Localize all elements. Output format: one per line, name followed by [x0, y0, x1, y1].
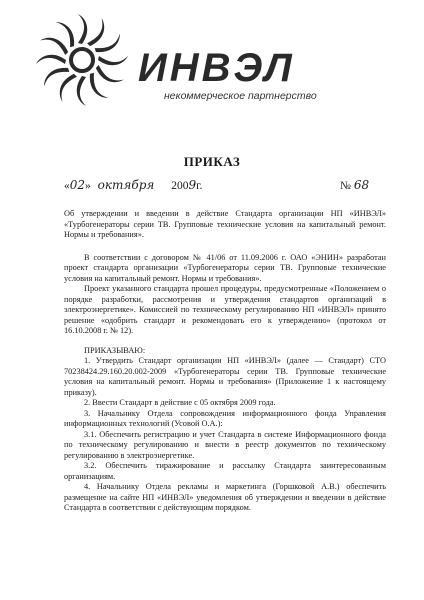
- doc-title: ПРИКАЗ: [183, 154, 241, 169]
- date-year-hand: 9: [188, 178, 197, 192]
- order-item-3: 3. Начальнику Отдела сопровождения информационного фонда Управления информационных технологий (Усовой О.А.):: [64, 408, 386, 428]
- number-value: 68: [353, 178, 370, 192]
- date-day: 02: [69, 178, 86, 192]
- org-name: ИНВЭЛ: [138, 46, 295, 90]
- doc-subject: Об утверждении и введении в действие Стандарта организации НП «ИНВЭЛ» «Турбогенераторы серии ТВ. Групповые технические условия на капитальный ремонт. Нормы и требования».: [64, 209, 386, 239]
- org-logo: [30, 14, 360, 104]
- paragraph-1: В соответствии с договором № 41/06 от 11.09.2006 г. ОАО «ЭНИН» разработан проект стандарта организации «Турбогенераторы серии ТВ. Групповые технические условия на капитальный ремонт. Нормы и требования».: [64, 252, 386, 283]
- number-label: №: [340, 180, 351, 192]
- date-month: октября: [97, 178, 155, 192]
- doc-body: [64, 209, 386, 514]
- sun-swirl-icon: [30, 14, 140, 110]
- doc-date: [64, 178, 202, 192]
- order-item-2: 2. Ввести Стандарт в действие с 05 октября 2009 года.: [84, 398, 276, 407]
- doc-number: [340, 178, 369, 192]
- paragraph-2: Проект указанного стандарта прошел процедуры, предусмотренные «Положением о порядке разработки, рассмотрения и утверждения стандартов организаций в электроэнергетике». Комиссией по техническому регулированию НП «ИНВЭЛ» принято решение «одобрить стандарт и рекомендовать его к утверждению» (протокол от 16.10.2008 г. № 12).: [64, 284, 386, 335]
- org-subtitle: некоммерческое партнерство: [164, 90, 317, 102]
- order-item-3-2: 3.2. Обеспечить тиражирование и рассылку Стандарта заинтересованным организациям.: [64, 461, 386, 481]
- date-suffix: г.: [196, 180, 203, 192]
- order-item-4: 4. Начальнику Отдела рекламы и маркетинга (Горшковой А.В.) обеспечить размещение на сайте НП «ИНВЭЛ» уведомления об утверждении и введении в действие Стандарта в соответствии с действующим порядком.: [64, 482, 386, 512]
- date-year: 200: [171, 180, 189, 192]
- date-close-quote: »: [85, 180, 91, 192]
- order-word: ПРИКАЗЫВАЮ:: [84, 345, 146, 355]
- order-item-1: 1. Утвердить Стандарт организации НП «ИНВЭЛ» (далее — Стандарт) СТО 70238424.29.160.20.002-2009 «Турбогенераторы серии ТВ. Групповые технические условия на капитальный ремонт. Нормы и требования» (Приложение 1 к настоящему приказу).: [64, 356, 386, 397]
- order-item-3-1: 3.1. Обеспечить регистрацию и учет Стандарта в системе Информационного фонда по техническому регулированию и внести в реестр документов по техническому регулированию в электроэнергетике.: [64, 429, 386, 460]
- date-open-quote: «: [64, 180, 70, 192]
